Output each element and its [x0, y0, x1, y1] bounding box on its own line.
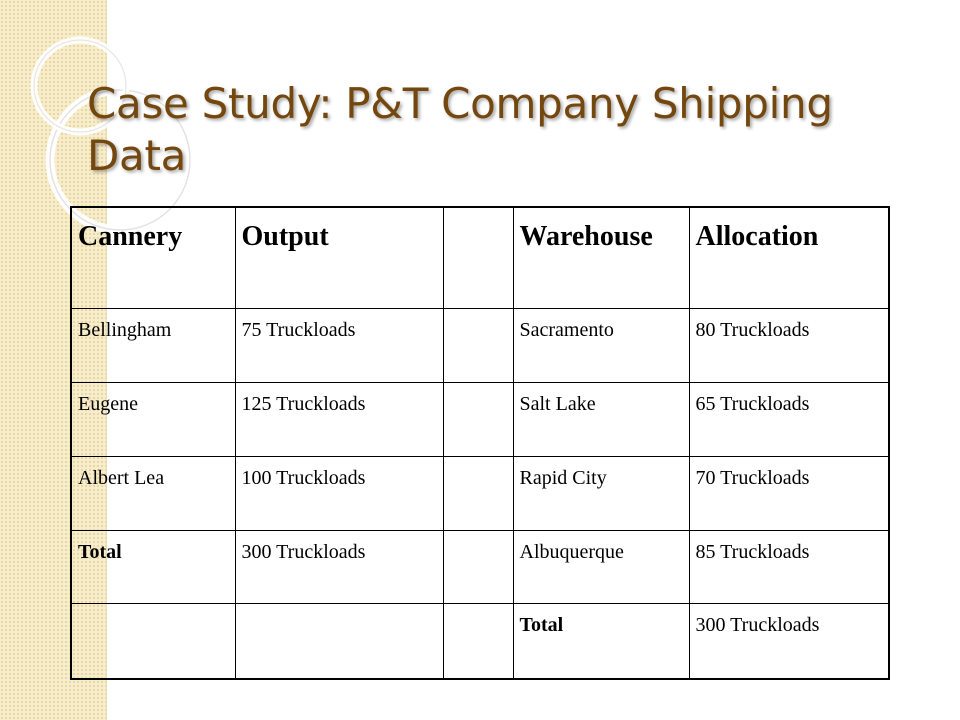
header-empty	[443, 207, 513, 308]
header-warehouse: Warehouse	[513, 207, 689, 308]
cannery-cell: Eugene	[71, 382, 235, 456]
header-cannery: Cannery	[71, 207, 235, 308]
allocation-total-cell: 300 Truckloads	[689, 604, 889, 679]
table-row	[71, 604, 889, 679]
allocation-cell: 80 Truckloads	[689, 308, 889, 382]
cannery-cell: Bellingham	[71, 308, 235, 382]
table-header-row	[71, 207, 889, 308]
table-row	[71, 456, 889, 530]
output-cell: 75 Truckloads	[235, 308, 443, 382]
output-cell	[235, 604, 443, 679]
output-cell: 125 Truckloads	[235, 382, 443, 456]
spacer-cell	[443, 382, 513, 456]
warehouse-cell: Rapid City	[513, 456, 689, 530]
spacer-cell	[443, 604, 513, 679]
slide-title: Case Study: P&T Company Shipping Data	[87, 79, 833, 180]
cannery-total-label: Total	[71, 530, 235, 604]
warehouse-cell: Sacramento	[513, 308, 689, 382]
warehouse-cell: Albuquerque	[513, 530, 689, 604]
cannery-cell	[71, 604, 235, 679]
warehouse-total-label: Total	[513, 604, 689, 679]
allocation-cell: 65 Truckloads	[689, 382, 889, 456]
output-total-cell: 300 Truckloads	[235, 530, 443, 604]
spacer-cell	[443, 308, 513, 382]
header-output: Output	[235, 207, 443, 308]
spacer-cell	[443, 456, 513, 530]
header-allocation: Allocation	[689, 207, 889, 308]
output-cell: 100 Truckloads	[235, 456, 443, 530]
allocation-cell: 85 Truckloads	[689, 530, 889, 604]
spacer-cell	[443, 530, 513, 604]
warehouse-cell: Salt Lake	[513, 382, 689, 456]
table-row	[71, 382, 889, 456]
table-row	[71, 308, 889, 382]
cannery-cell: Albert Lea	[71, 456, 235, 530]
allocation-cell: 70 Truckloads	[689, 456, 889, 530]
shipping-data-table	[70, 206, 890, 680]
table-row	[71, 530, 889, 604]
